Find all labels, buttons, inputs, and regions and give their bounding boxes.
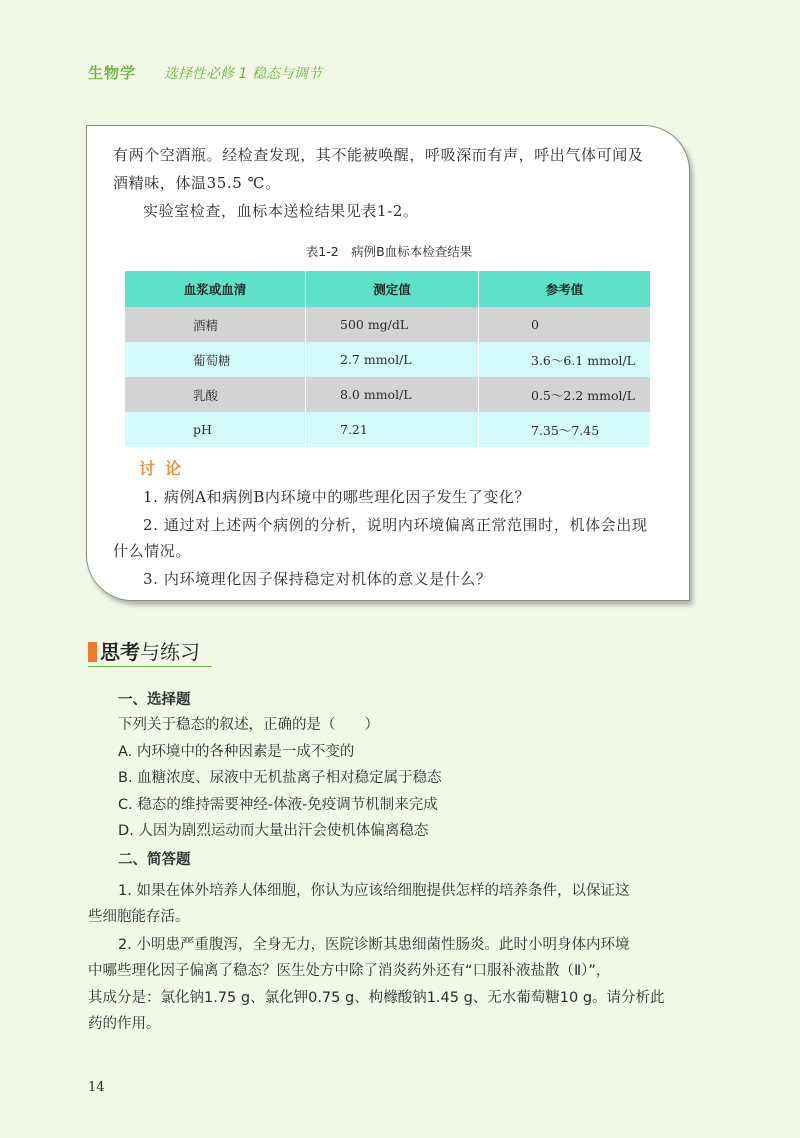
table-cell: 2.7 mmol/L	[306, 342, 479, 377]
table-row	[125, 377, 651, 412]
table-header-cell: 测定值	[306, 271, 479, 307]
table-cell: 0	[479, 307, 651, 342]
option-d: D. 人因为剧烈运动而大量出汗会使机体偏离稳态	[118, 823, 429, 839]
paragraph-line: 有两个空酒瓶。经检查发现，其不能被唤醒，呼吸深而有声，呼出气体可闻及	[113, 146, 644, 164]
table-cell: 0.5～2.2 mmol/L	[479, 377, 651, 412]
case-study-box	[86, 125, 690, 601]
discussion-title: 讨论	[139, 459, 192, 478]
discussion-question: 3. 内环境理化因子保持稳定对机体的意义是什么？	[143, 570, 492, 588]
answer-line: 其成分是：氯化钠1.75 g、氯化钾0.75 g、枸橼酸钠1.45 g、无水葡萄糖10 g。请分析此	[88, 990, 665, 1006]
paragraph-line: 实验室检查，血标本送检结果见表1-2。	[143, 202, 419, 220]
answer-line: 药的作用。	[88, 1016, 161, 1032]
answer-line: 1. 如果在体外培养人体细胞，你认为应该给细胞提供怎样的培养条件，以保证这	[118, 883, 630, 899]
table-cell: 7.35～7.45	[479, 412, 651, 447]
table-cell: 7.21	[306, 412, 479, 447]
table-cell: 乳酸	[125, 377, 306, 412]
subsection-title: 一、选择题	[118, 692, 191, 708]
section-heading	[88, 636, 212, 667]
table-header-cell: 参考值	[479, 271, 651, 307]
page-number: 14	[88, 1080, 105, 1095]
section-marker-icon	[88, 642, 97, 662]
results-table	[125, 271, 651, 447]
table-cell: 8.0 mmol/L	[306, 377, 479, 412]
table-header-cell: 血浆或血清	[125, 271, 306, 307]
table-header-row	[125, 271, 651, 307]
table-row	[125, 342, 651, 377]
discussion-question: 什么情况。	[113, 542, 192, 560]
table-cell: 酒精	[125, 307, 306, 342]
subsection-title: 二、简答题	[118, 852, 191, 868]
answer-line: 2. 小明患严重腹泻，全身无力，医院诊断其患细菌性肠炎。此时小明身体内环境	[118, 937, 630, 953]
table-cell: 3.6～6.1 mmol/L	[479, 342, 651, 377]
option-b: B. 血糖浓度、尿液中无机盐离子相对稳定属于稳态	[118, 770, 442, 786]
discussion-question: 1. 病例A和病例B内环境中的哪些理化因子发生了变化？	[143, 488, 531, 506]
option-c: C. 稳态的维持需要神经-体液-免疫调节机制来完成	[118, 797, 438, 813]
answer-line: 些细胞能存活。	[88, 909, 190, 925]
running-header	[88, 62, 322, 83]
table-row	[125, 412, 651, 447]
table-caption: 表1-2 病例B血标本检查结果	[305, 244, 473, 259]
question-stem: 下列关于稳态的叙述，正确的是（ ）	[118, 717, 379, 733]
paragraph-line: 酒精味，体温35.5 ℃。	[113, 174, 281, 192]
table-cell: 500 mg/dL	[306, 307, 479, 342]
discussion-question: 2. 通过对上述两个病例的分析，说明内环境偏离正常范围时，机体会出现	[143, 516, 648, 534]
header-book-title: 选择性必修 1 稳态与调节	[164, 66, 322, 82]
table-row	[125, 307, 651, 342]
table-cell: 葡萄糖	[125, 342, 306, 377]
section-title: 思考与练习	[100, 640, 200, 664]
header-subject: 生物学	[88, 64, 137, 82]
answer-line: 中哪些理化因子偏离了稳态？医生处方中除了消炎药外还有“口服补液盐散（Ⅱ）”，	[88, 963, 611, 979]
option-a: A. 内环境中的各种因素是一成不变的	[118, 744, 355, 760]
table-cell: pH	[125, 412, 306, 447]
